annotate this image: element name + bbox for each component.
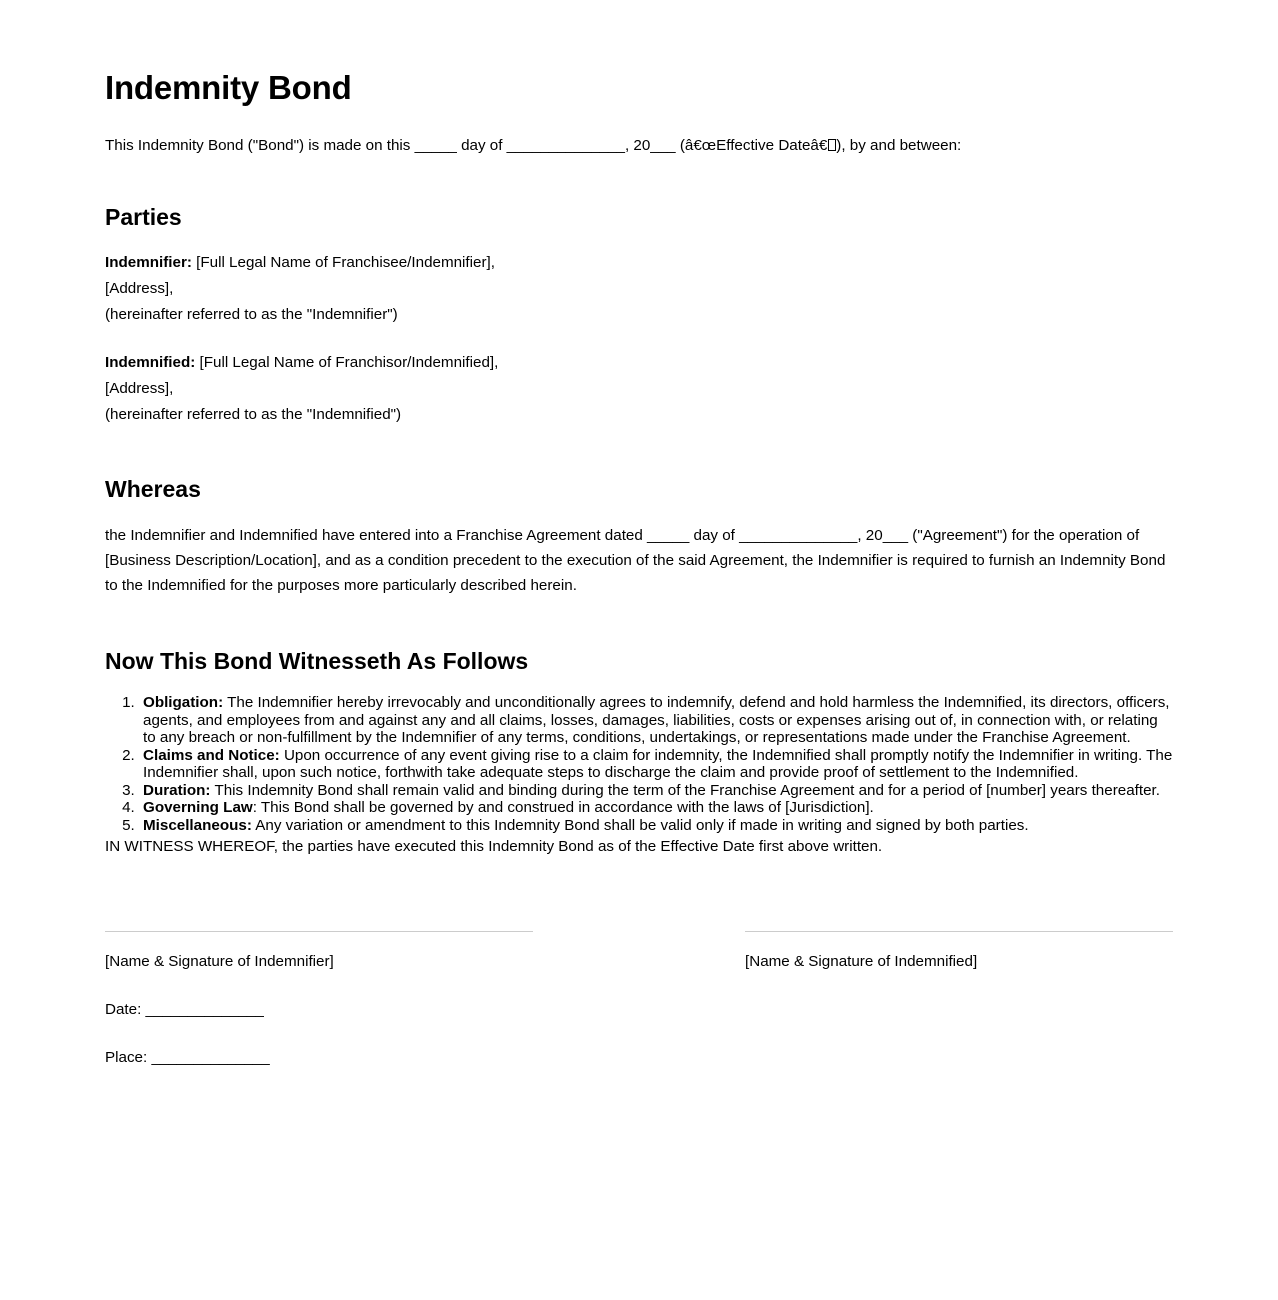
whereas-text-part2: day of bbox=[689, 526, 740, 544]
section-heading-witnesseth: Now This Bond Witnesseth As Follows bbox=[105, 647, 529, 674]
signature-caption-indemnifier: [Name & Signature of Indemnifier] bbox=[105, 953, 334, 971]
intro-blank-day: _____ bbox=[414, 136, 457, 154]
whereas-text-part3: , 20 bbox=[857, 526, 883, 544]
indemnified-name-line bbox=[105, 350, 1173, 376]
intro-text-part3: , 20 bbox=[624, 136, 651, 154]
indemnifier-name-line bbox=[105, 250, 1173, 276]
indemnifier-reference: (hereinafter referred to as the "Indemnifier") bbox=[105, 306, 398, 324]
section-heading-parties: Parties bbox=[105, 203, 182, 230]
intro-text-part2: day of bbox=[456, 136, 507, 154]
whereas-text-part1: the Indemnifier and Indemnified have entered into a Franchise Agreement dated bbox=[105, 526, 648, 544]
whereas-blank-year: ___ bbox=[882, 526, 909, 544]
signature-line-indemnifier bbox=[105, 931, 533, 932]
witness-clause: IN WITNESS WHEREOF, the parties have executed this Indemnity Bond as of the Effective Date first above written. bbox=[105, 838, 883, 856]
signature-line-indemnified bbox=[745, 931, 1173, 932]
terms-list bbox=[105, 694, 1173, 834]
indemnifier-address: [Address], bbox=[105, 280, 174, 298]
intro-blank-month: ______________ bbox=[506, 136, 625, 154]
section-heading-whereas: Whereas bbox=[105, 476, 201, 503]
date-label: Date: bbox=[105, 1001, 146, 1019]
list-item bbox=[139, 694, 1173, 747]
indemnified-name: [Full Legal Name of Franchisor/Indemnified], bbox=[195, 354, 499, 372]
term-label: Miscellaneous: bbox=[143, 816, 252, 834]
date-blank: ______________ bbox=[145, 1001, 264, 1019]
intro-text-part4: (â€œEffective Dateâ€ bbox=[675, 136, 828, 154]
whereas-text-part4: ("Agreement") for the operation of [Business Description/Location], and as a condition precedent to the execution of the said Agreement, the Indemnifier is required to furnish an Indemnity Bond to the Indemnified for the purposes more particularly described herein. bbox=[105, 526, 1166, 594]
indemnifier-name: [Full Legal Name of Franchisee/Indemnifier], bbox=[191, 254, 495, 272]
intro-text-part5: ), by and between: bbox=[836, 136, 962, 154]
missing-glyph-icon bbox=[828, 139, 836, 151]
signature-caption-indemnified: [Name & Signature of Indemnified] bbox=[745, 953, 978, 971]
list-item bbox=[139, 799, 1173, 817]
term-label: Governing Law bbox=[143, 799, 253, 817]
signature-block-indemnifier bbox=[105, 931, 533, 1068]
page-title: Indemnity Bond bbox=[105, 69, 352, 106]
party-indemnified bbox=[105, 350, 1173, 428]
intro-paragraph bbox=[105, 133, 1173, 158]
intro-blank-year: ___ bbox=[650, 136, 676, 154]
indemnified-label: Indemnified: bbox=[105, 354, 196, 372]
whereas-blank-day: _____ bbox=[647, 526, 690, 544]
indemnifier-label: Indemnifier: bbox=[105, 254, 192, 272]
list-item bbox=[139, 747, 1173, 782]
date-field bbox=[105, 1000, 533, 1020]
term-text: Any variation or amendment to this Indemnity Bond shall be valid only if made in writing and signed by both parties. bbox=[251, 816, 1029, 834]
whereas-paragraph bbox=[105, 523, 1173, 598]
list-item bbox=[139, 817, 1173, 835]
term-label: Claims and Notice: bbox=[143, 746, 280, 764]
party-indemnifier bbox=[105, 250, 1173, 328]
intro-text-part1: This Indemnity Bond ("Bond") is made on this bbox=[105, 136, 415, 154]
party-spacer bbox=[105, 328, 1173, 350]
signature-area bbox=[105, 931, 1173, 1068]
term-text: This Indemnity Bond shall remain valid and binding during the term of the Franchise Agreement and for a period of [number] years thereafter. bbox=[210, 781, 1160, 799]
indemnified-reference: (hereinafter referred to as the "Indemnified") bbox=[105, 406, 402, 424]
signature-block-indemnified bbox=[745, 931, 1173, 1068]
term-label: Duration: bbox=[143, 781, 211, 799]
term-text: The Indemnifier hereby irrevocably and unconditionally agrees to indemnify, defend and hold harmless the Indemnified, its directors, officers, agents, and employees from and against any and all claims, losses, damages, liabilities, costs or expenses arising out of, in connection with, or relating to any breach or non-fulfillment by the Indemnifier of any terms, conditions, undertakings, or representations made under the Franchise Agreement. bbox=[143, 694, 1170, 747]
whereas-blank-month: ______________ bbox=[739, 526, 858, 544]
place-blank: ______________ bbox=[151, 1049, 270, 1067]
term-text: : This Bond shall be governed by and construed in accordance with the laws of [Jurisdiction]. bbox=[252, 799, 874, 817]
place-label: Place: bbox=[105, 1049, 152, 1067]
page-bottom-spacer bbox=[105, 1068, 1173, 1258]
term-text: Upon occurrence of any event giving rise to a claim for indemnity, the Indemnified shall promptly notify the Indemnifier in writing. The Indemnifier shall, upon such notice, forthwith take adequate steps to discharge the claim and provide proof of settlement to the Indemnified. bbox=[143, 746, 1173, 782]
list-item bbox=[139, 782, 1173, 800]
place-field bbox=[105, 1048, 533, 1068]
term-label: Obligation: bbox=[143, 694, 224, 712]
indemnified-address: [Address], bbox=[105, 380, 174, 398]
